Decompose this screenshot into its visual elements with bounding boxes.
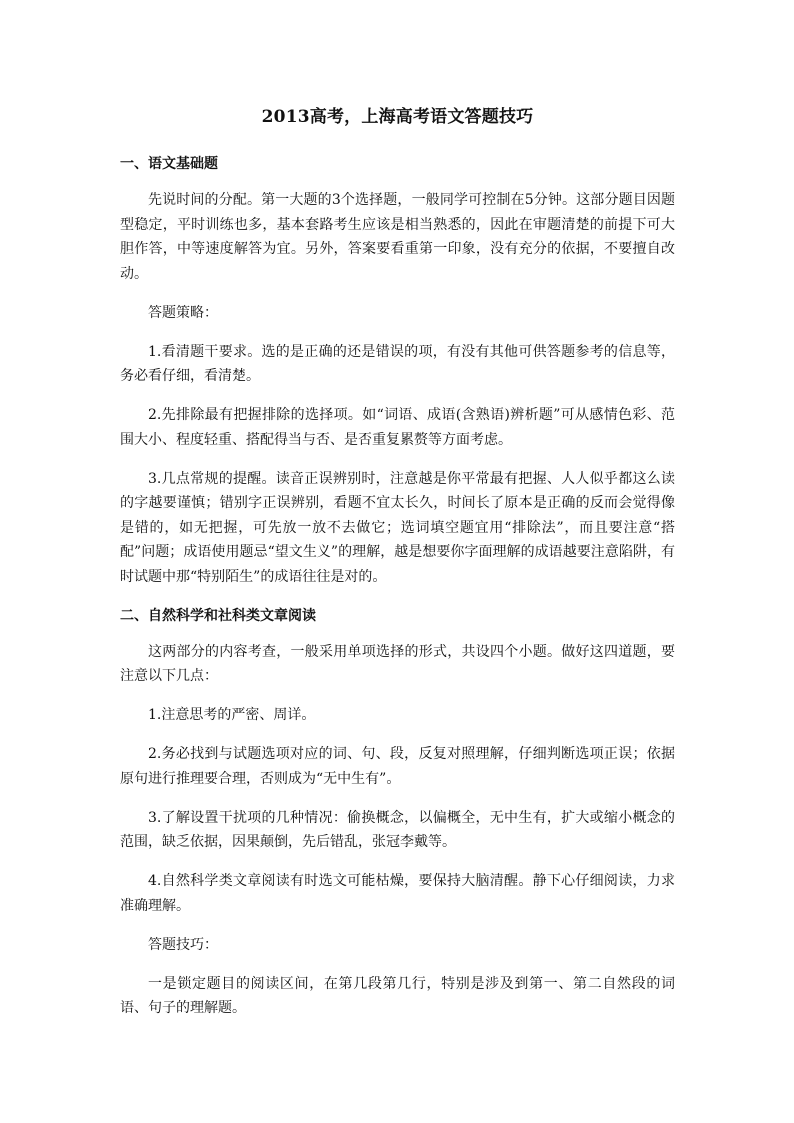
- paragraph-point-2: 2.务必找到与试题选项对应的词、句、段，反复对照理解，仔细判断选项正误；依据原句进行推理要合理，否则成为“无中生有”。: [120, 746, 675, 787]
- paragraph-time-allocation: 先说时间的分配。第一大题的3个选择题，一般同学可控制在5分钟。这部分题目因题型稳定，平时训练也多，基本套路考生应该是相当熟悉的，因此在审题清楚的前提下可大胆作答，中等速度解答为宜。另外，答案要看重第一印象，没有充分的依据，不要擅自改动。: [120, 192, 675, 282]
- paragraph-strategy-label: 答题策略：: [148, 304, 218, 321]
- paragraph-tip-1: 一是锁定题目的阅读区间，在第几段第几行，特别是涉及到第一、第二自然段的词语、句子的理解题。: [120, 975, 675, 1016]
- paragraph-point-4: 4.自然科学类文章阅读有时选文可能枯燥，要保持大脑清醒。静下心仔细阅读，力求准确理解。: [120, 873, 675, 914]
- paragraph-tips-label: 答题技巧：: [148, 936, 218, 953]
- paragraph-strategy-2: 2.先排除最有把握排除的选择项。如“词语、成语(含熟语)辨析题”可从感情色彩、范围大小、程度轻重、搭配得当与否、是否重复累赘等方面考虑。: [120, 407, 675, 448]
- section-heading: 一、语文基础题: [120, 156, 218, 172]
- section-science-reading: [120, 604, 675, 1021]
- paragraph-point-1: 1.注意思考的严密、周详。: [148, 707, 316, 723]
- section-heading: 二、自然科学和社科类文章阅读: [120, 607, 316, 624]
- document-body: [120, 104, 675, 1035]
- paragraph-strategy-1: 1.看清题干要求。选的是正确的还是错误的项，有没有其他可供答题参考的信息等，务必看仔细，看清楚。: [120, 343, 675, 384]
- document-title: 2013高考，上海高考语文答题技巧: [261, 107, 534, 127]
- section-language-basics: [120, 152, 675, 589]
- paragraph-strategy-3: 3.几点常规的提醒。读音正误辨别时，注意越是你平常最有把握、人人似乎都这么读的字越要谨慎；错别字正误辨别，看题不宜太长久，时间长了原本是正确的反而会觉得像是错的，如无把握，可先放一放不去做它；选词填空题宜用“排除法”，而且要注意“搭配”问题；成语使用题忌“望文生义”的理解，越是想要你字面理解的成语越要注意陷阱，有时试题中那“特别陌生”的成语往往是对的。: [120, 470, 675, 585]
- paragraph-point-3: 3.了解设置干扰项的几种情况：偷换概念，以偏概全，无中生有，扩大或缩小概念的范围，缺乏依据，因果颠倒，先后错乱，张冠李戴等。: [120, 809, 675, 850]
- paragraph-intro: 这两部分的内容考查，一般采用单项选择的形式，共设四个小题。做好这四道题，要注意以下几点：: [120, 643, 675, 684]
